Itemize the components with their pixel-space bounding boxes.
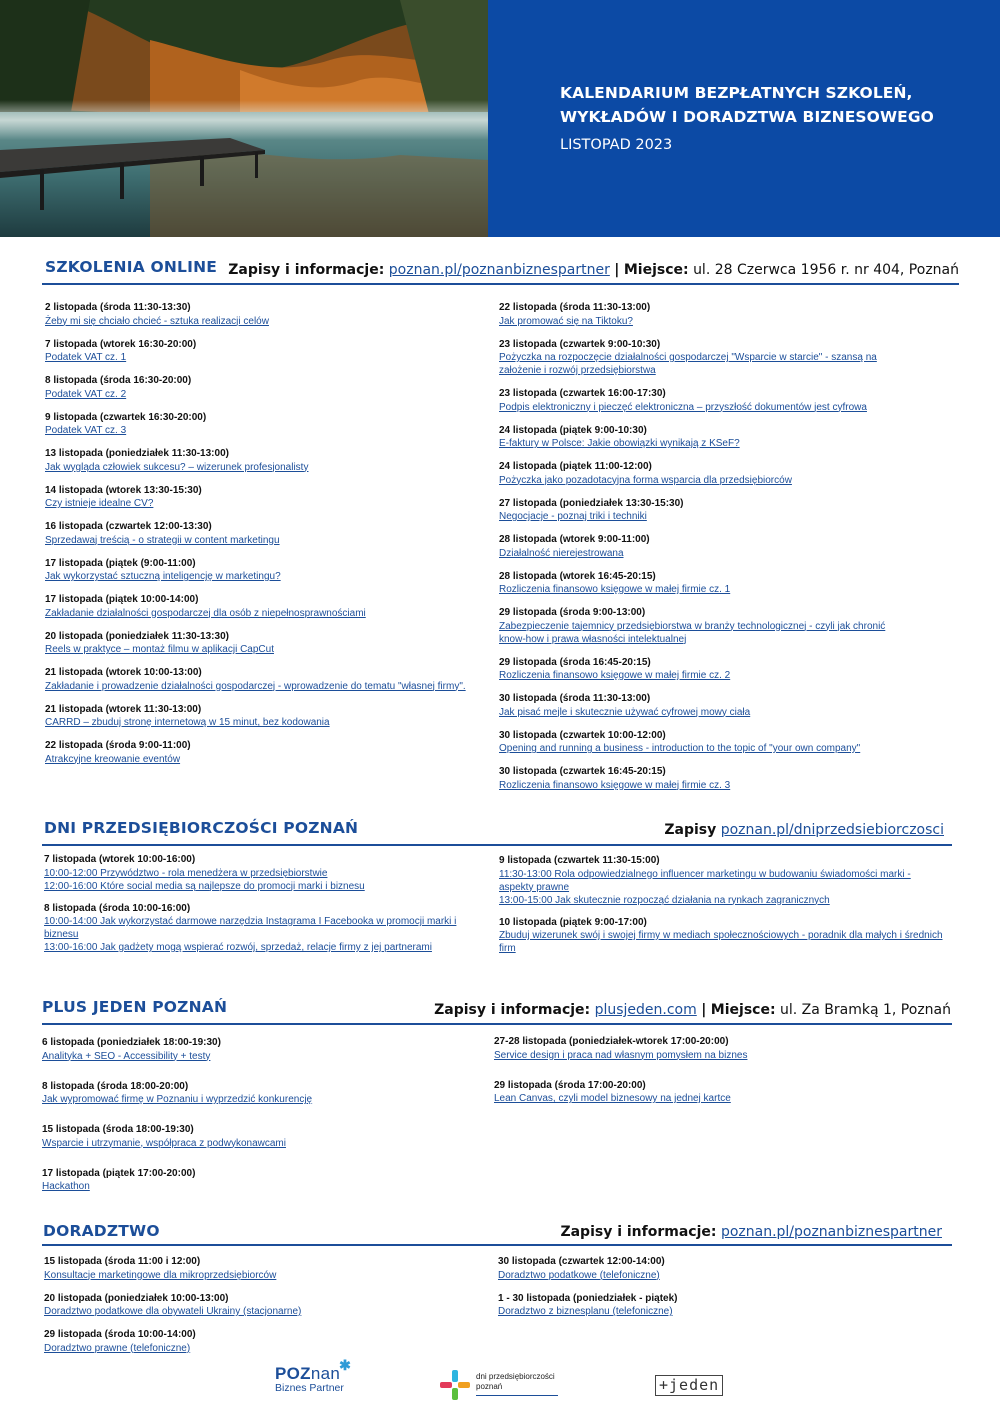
event-link[interactable]: Zabezpieczenie tajemnicy przedsiębiorstwa w branży technologicznej - czyli jak chronić know-how i prawa własności intelektualnej xyxy=(499,620,886,645)
event-item xyxy=(499,693,909,719)
registration-link[interactable]: plusjeden.com xyxy=(594,1002,697,1018)
event-date: 29 listopada (środa 16:45-20:15) xyxy=(499,656,651,668)
event-date: 6 listopada (poniedziałek 18:00-19:30) xyxy=(42,1037,221,1048)
event-date: 10 listopada (piątek 9:00-17:00) xyxy=(499,916,647,928)
event-link[interactable]: Rozliczenia finansowo księgowe w małej firmie cz. 1 xyxy=(499,584,731,595)
event-link[interactable]: Doradztwo z biznesplanu (telefoniczne) xyxy=(498,1306,673,1317)
event-item xyxy=(45,704,475,730)
event-link[interactable]: Reels w praktyce – montaż filmu w aplikacji CapCut xyxy=(45,644,274,655)
event-date: 24 listopada (piątek 9:00-10:30) xyxy=(499,424,647,436)
event-item xyxy=(499,855,944,907)
event-item xyxy=(45,631,475,657)
event-link[interactable]: 10:00-12:00 Przywództwo - rola menedżera w przedsiębiorstwie xyxy=(44,867,328,879)
event-item xyxy=(494,1036,934,1062)
section-divider xyxy=(42,1023,952,1025)
logo-text-a: POZ xyxy=(275,1364,311,1383)
event-item xyxy=(45,521,475,547)
event-link[interactable]: Wsparcie i utrzymanie, współpraca z podwykonawcami xyxy=(42,1137,286,1149)
event-item xyxy=(494,1080,934,1106)
section-divider xyxy=(42,283,959,285)
event-item xyxy=(45,485,475,511)
event-link[interactable]: Sprzedawaj treścią - o strategii w content marketingu xyxy=(45,534,280,546)
logo-subtext: Biznes Partner xyxy=(275,1382,344,1394)
event-item xyxy=(42,1081,472,1107)
header-photo-lake xyxy=(0,0,488,237)
event-date: 28 listopada (wtorek 16:45-20:15) xyxy=(499,570,656,582)
event-item xyxy=(42,1124,472,1150)
info-label: Zapisy i informacje: xyxy=(434,1002,591,1018)
section-info-plus xyxy=(434,1002,951,1018)
event-item xyxy=(44,854,464,893)
event-item xyxy=(499,607,909,646)
page-title-line1: KALENDARIUM BEZPŁATNYCH SZKOLEŃ, xyxy=(560,84,913,102)
event-item xyxy=(44,1293,474,1319)
event-link[interactable]: Podpis elektroniczny i pieczęć elektroniczna – przyszłość dokumentów jest cyfrowa xyxy=(499,401,867,413)
info-label: Zapisy i informacje: xyxy=(228,262,385,278)
event-item xyxy=(499,730,909,756)
event-item xyxy=(499,461,909,487)
event-link[interactable]: 10:00-14:00 Jak wykorzystać darmowe narzędzia Instagrama I Facebooka w promocji marki i biznesu xyxy=(44,916,457,940)
event-item xyxy=(499,339,909,378)
place-value: ul. 28 Czerwca 1956 r. nr 404, Poznań xyxy=(693,262,959,278)
event-item xyxy=(45,667,475,693)
events-column-left xyxy=(44,1256,474,1366)
section-info-szkolenia xyxy=(228,262,959,278)
event-link[interactable]: Opening and running a business - introduction to the topic of "your own company" xyxy=(499,743,861,754)
event-link[interactable]: Działalność nierejestrowana xyxy=(499,547,624,559)
event-link[interactable]: Doradztwo podatkowe (telefoniczne) xyxy=(498,1269,660,1281)
events-column-right xyxy=(499,302,909,803)
event-link[interactable]: Jak promować się na Tiktoku? xyxy=(499,315,633,327)
events-column-right xyxy=(498,1256,928,1329)
asterisk-icon: ✱ xyxy=(339,1357,352,1373)
section-divider xyxy=(42,1244,952,1246)
event-item xyxy=(499,425,909,451)
event-date: 21 listopada (wtorek 10:00-13:00) xyxy=(45,667,202,678)
info-label: Zapisy i informacje: xyxy=(560,1224,717,1240)
event-item xyxy=(45,740,475,766)
event-date: 9 listopada (czwartek 16:30-20:00) xyxy=(45,411,207,423)
section-title-dni: DNI PRZEDSIĘBIORCZOŚCI POZNAŃ xyxy=(44,819,359,837)
event-item xyxy=(499,657,909,683)
event-date: 30 listopada (czwartek 10:00-12:00) xyxy=(499,729,666,741)
event-link[interactable]: 12:00-16:00 Które social media są najlepsze do promocji marki i biznesu xyxy=(44,880,365,892)
event-item xyxy=(42,1037,472,1063)
dni-przedsiebiorczosci-logo xyxy=(440,1370,565,1400)
event-link[interactable]: Doradztwo prawne (telefoniczne) xyxy=(44,1342,191,1354)
place-label: Miejsce: xyxy=(623,262,689,278)
event-item xyxy=(45,594,475,620)
section-info-doradztwo xyxy=(560,1224,942,1240)
event-date: 8 listopada (środa 10:00-16:00) xyxy=(44,902,191,914)
event-link[interactable]: Konsultacje marketingowe dla mikroprzedsiębiorców xyxy=(44,1269,277,1281)
event-date: 23 listopada (czwartek 16:00-17:30) xyxy=(499,388,666,399)
event-date: 13 listopada (poniedziałek 11:30-13:00) xyxy=(45,448,229,459)
events-column-left xyxy=(45,302,475,777)
event-link[interactable]: Hackathon xyxy=(42,1181,90,1192)
place-label: Miejsce: xyxy=(710,1002,776,1018)
event-item xyxy=(499,571,909,597)
event-item xyxy=(45,558,475,584)
event-date: 24 listopada (piątek 11:00-12:00) xyxy=(499,461,652,472)
event-date: 17 listopada (piątek 17:00-20:00) xyxy=(42,1167,196,1179)
section-title-szkolenia: SZKOLENIA ONLINE xyxy=(45,258,218,276)
event-item xyxy=(45,375,475,401)
event-item xyxy=(44,1256,474,1282)
event-date: 16 listopada (czwartek 12:00-13:30) xyxy=(45,521,212,532)
event-link[interactable]: Atrakcyjne kreowanie eventów xyxy=(45,753,181,765)
event-date: 28 listopada (wtorek 9:00-11:00) xyxy=(499,534,650,545)
event-date: 23 listopada (czwartek 9:00-10:30) xyxy=(499,338,661,350)
event-item xyxy=(45,448,475,474)
event-date: 21 listopada (wtorek 11:30-13:00) xyxy=(45,703,202,715)
event-link[interactable]: Negocjacje - poznaj triki i techniki xyxy=(499,511,647,522)
event-item xyxy=(499,302,909,328)
event-date: 27-28 listopada (poniedziałek-wtorek 17:00-20:00) xyxy=(494,1036,729,1047)
event-date: 22 listopada (środa 9:00-11:00) xyxy=(45,740,191,751)
page-title-line2: WYKŁADÓW I DORADZTWA BIZNESOWEGO xyxy=(560,108,934,126)
event-date: 8 listopada (środa 18:00-20:00) xyxy=(42,1080,189,1092)
event-item xyxy=(498,1293,928,1319)
event-item xyxy=(44,1329,474,1355)
event-link[interactable]: CARRD – zbuduj stronę internetową w 15 minut, bez kodowania xyxy=(45,717,330,728)
separator: | xyxy=(614,262,620,278)
event-item xyxy=(499,534,909,560)
event-link[interactable]: 13:00-16:00 Jak gadżety mogą wspierać rozwój, sprzedaż, relacje firmy z jej partnerami xyxy=(44,942,432,953)
event-item xyxy=(499,388,909,414)
poznan-biznes-partner-logo xyxy=(275,1357,352,1394)
events-column-right xyxy=(494,1036,934,1123)
event-link[interactable]: Pożyczka jako pozadotacyjna forma wsparcia dla przedsiębiorców xyxy=(499,474,792,486)
event-date: 17 listopada (piątek (9:00-11:00) xyxy=(45,557,196,569)
registration-link[interactable]: poznan.pl/poznanbiznespartner xyxy=(720,1224,942,1240)
event-date: 7 listopada (wtorek 16:30-20:00) xyxy=(45,338,197,350)
event-link[interactable]: Zbuduj wizerunek swój i swojej firmy w mediach społecznościowych - poradnik dla małych i średnich firm xyxy=(499,930,943,954)
event-date: 27 listopada (poniedziałek 13:30-15:30) xyxy=(499,497,684,509)
page-subtitle: LISTOPAD 2023 xyxy=(560,137,673,153)
event-link[interactable]: Rozliczenia finansowo księgowe w małej firmie cz. 3 xyxy=(499,779,731,791)
event-date: 14 listopada (wtorek 13:30-15:30) xyxy=(45,484,202,496)
event-link[interactable]: Podatek VAT cz. 2 xyxy=(45,388,127,400)
logo-text-b: nan xyxy=(310,1364,341,1383)
event-link[interactable]: Jak wypromować firmę w Poznaniu i wyprzedzić konkurencję xyxy=(42,1094,313,1105)
event-date: 20 listopada (poniedziałek 10:00-13:00) xyxy=(44,1292,229,1304)
event-date: 15 listopada (środa 11:00 i 12:00) xyxy=(44,1256,201,1267)
plus-jeden-logo: +jeden xyxy=(655,1375,723,1396)
place-value: ul. Za Bramką 1, Poznań xyxy=(780,1002,951,1018)
event-link[interactable]: Lean Canvas, czyli model biznesowy na jednej kartce xyxy=(494,1093,731,1104)
section-title-doradztwo: DORADZTWO xyxy=(43,1222,160,1240)
event-link[interactable]: 13:00-15:00 Jak skutecznie rozpocząć działania na rynkach zagranicznych xyxy=(499,894,830,906)
logo-underline xyxy=(476,1395,558,1396)
events-column-left xyxy=(42,1037,472,1211)
event-date: 9 listopada (czwartek 11:30-15:00) xyxy=(499,855,660,866)
event-date: 7 listopada (wtorek 10:00-16:00) xyxy=(44,854,196,865)
event-item xyxy=(499,917,944,956)
event-link[interactable]: Rozliczenia finansowo księgowe w małej firmie cz. 2 xyxy=(499,670,731,681)
event-link[interactable]: Czy istnieje idealne CV? xyxy=(45,498,154,509)
event-link[interactable]: Podatek VAT cz. 1 xyxy=(45,352,127,363)
event-item xyxy=(498,1256,928,1282)
event-link[interactable]: Jak wygląda człowiek sukcesu? – wizerunek profesjonalisty xyxy=(45,461,309,473)
section-info-dni xyxy=(664,822,944,838)
event-link[interactable]: Podatek VAT cz. 3 xyxy=(45,425,127,436)
event-date: 22 listopada (środa 11:30-13:00) xyxy=(499,302,651,313)
event-item xyxy=(45,412,475,438)
event-link[interactable]: Doradztwo podatkowe dla obywateli Ukrainy (stacjonarne) xyxy=(44,1306,302,1317)
event-item xyxy=(44,903,464,955)
logo-text-line2: poznań xyxy=(476,1382,503,1391)
event-item xyxy=(45,339,475,365)
info-label: Zapisy xyxy=(664,822,717,838)
cross-star-icon xyxy=(440,1370,470,1400)
separator: | xyxy=(701,1002,707,1018)
events-column-right xyxy=(499,855,944,965)
event-link[interactable]: Pożyczka na rozpoczęcie działalności gospodarczej "Wsparcie w starcie" - szansą na założenie i rozwój przedsiębiorstwa xyxy=(499,352,877,376)
registration-link[interactable]: poznan.pl/poznanbiznespartner xyxy=(388,262,610,278)
event-link[interactable]: Żeby mi się chciało chcieć - sztuka realizacji celów xyxy=(45,315,269,327)
event-link[interactable]: Zakładanie działalności gospodarczej dla osób z niepełnosprawnościami xyxy=(45,607,366,619)
event-link[interactable]: Analityka + SEO - Accessibility + testy xyxy=(42,1050,211,1062)
section-title-plus: PLUS JEDEN POZNAŃ xyxy=(42,998,228,1016)
event-link[interactable]: Service design i praca nad własnym pomysłem na biznes xyxy=(494,1049,748,1061)
event-item xyxy=(499,766,909,792)
event-date: 29 listopada (środa 10:00-14:00) xyxy=(44,1329,196,1340)
event-date: 2 listopada (środa 11:30-13:30) xyxy=(45,302,191,313)
event-date: 20 listopada (poniedziałek 11:30-13:30) xyxy=(45,630,229,642)
event-link[interactable]: E-faktury w Polsce: Jakie obowiązki wynikają z KSeF? xyxy=(499,438,740,449)
event-date: 29 listopada (środa 17:00-20:00) xyxy=(494,1079,646,1091)
logo-text-line1: dni przedsiębiorczości xyxy=(476,1372,555,1381)
event-date: 30 listopada (czwartek 16:45-20:15) xyxy=(499,766,666,777)
event-link[interactable]: 11:30-13:00 Rola odpowiedzialnego influencer marketingu w budowaniu świadomości marki - aspekty prawne xyxy=(499,868,911,893)
event-date: 8 listopada (środa 16:30-20:00) xyxy=(45,375,192,386)
events-column-left xyxy=(44,854,464,964)
event-date: 15 listopada (środa 18:00-19:30) xyxy=(42,1124,194,1135)
event-date: 30 listopada (czwartek 12:00-14:00) xyxy=(498,1256,665,1267)
event-date: 1 - 30 listopada (poniedziałek - piątek) xyxy=(498,1292,678,1304)
event-link[interactable]: Jak pisać mejle i skutecznie używać cyfrowej mowy ciała xyxy=(499,706,751,718)
event-link[interactable]: Zakładanie i prowadzenie działalności gospodarczej - wprowadzenie do tematu "własnej firmy". xyxy=(45,680,466,692)
event-link[interactable]: Jak wykorzystać sztuczną inteligencję w marketingu? xyxy=(45,571,281,582)
event-item xyxy=(499,498,909,524)
event-date: 29 listopada (środa 9:00-13:00) xyxy=(499,607,646,618)
event-date: 17 listopada (piątek 10:00-14:00) xyxy=(45,594,199,605)
event-item xyxy=(42,1168,472,1194)
section-divider xyxy=(42,844,952,846)
event-item xyxy=(45,302,475,328)
event-date: 30 listopada (środa 11:30-13:00) xyxy=(499,693,651,704)
header-banner xyxy=(488,0,1000,237)
registration-link[interactable]: poznan.pl/dniprzedsiebiorczosci xyxy=(720,822,944,838)
